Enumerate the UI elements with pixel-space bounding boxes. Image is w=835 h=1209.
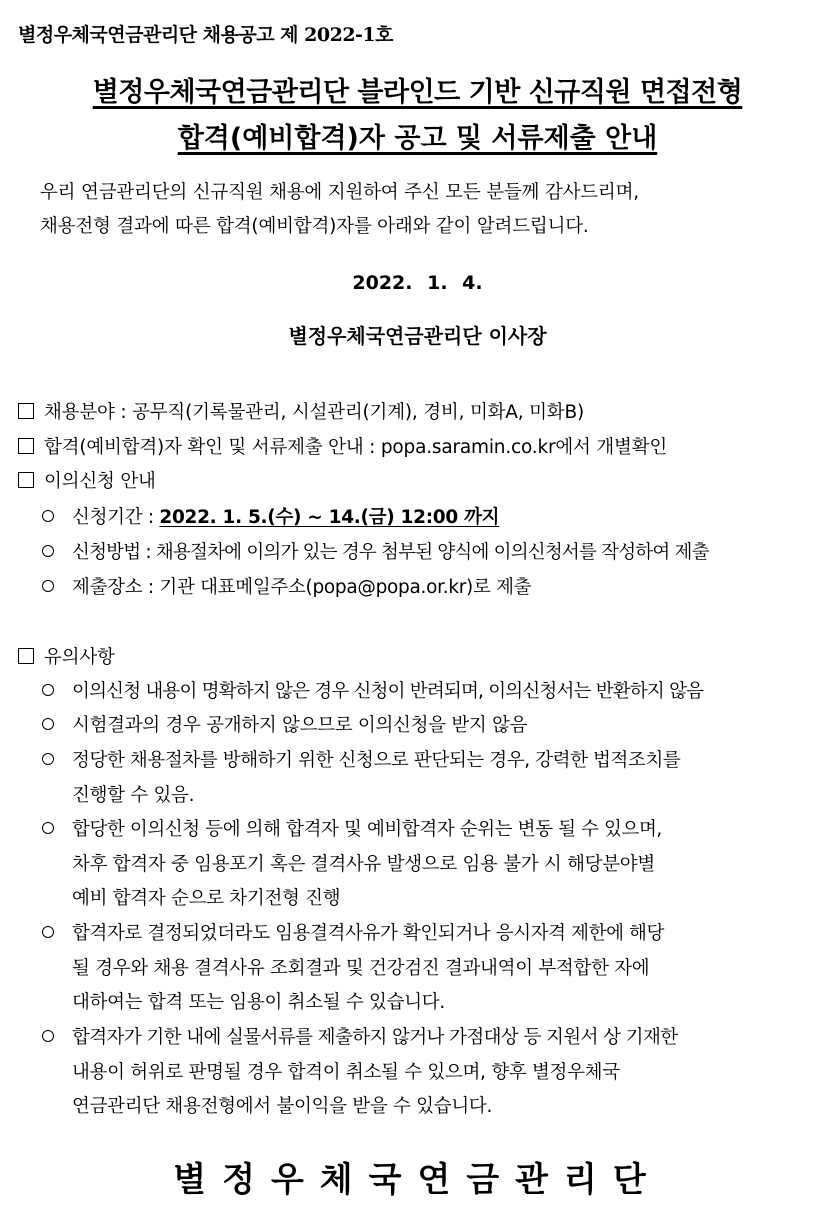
- note-3-cont: 진행할 수 있음.: [72, 785, 195, 806]
- notice-date: 2022. 1. 4.: [352, 272, 483, 294]
- section-appeal: 이의신청 안내: [18, 467, 156, 493]
- checkbox-square-icon: [18, 403, 34, 419]
- circle-bullet-icon: [42, 545, 54, 557]
- intro-line-2: 채용전형 결과에 따른 합격(예비합격)자를 아래와 같이 알려드립니다.: [40, 216, 589, 237]
- note-5-cont-1: 될 경우와 채용 결격사유 조회결과 및 건강검진 결과내역이 부적합한 자에: [72, 958, 650, 979]
- circle-bullet-icon: [42, 753, 54, 765]
- title-line-1: 별정우체국연금관리단 블라인드 기반 신규직원 면접전형: [92, 77, 743, 108]
- note-4-cont-1: 차후 합격자 중 임용포기 혹은 결격사유 발생으로 임용 불가 시 해당분야별: [72, 854, 655, 875]
- circle-bullet-icon: [42, 926, 54, 938]
- circle-bullet-icon: [42, 510, 54, 522]
- appeal-period-value: 2022. 1. 5.(수) ~ 14.(금) 12:00 까지: [159, 507, 500, 528]
- note-4-cont-2: 예비 합격자 순으로 차기전형 진행: [72, 888, 341, 909]
- circle-bullet-icon: [42, 684, 54, 696]
- note-5-cont-2: 대하여는 합격 또는 임용이 취소될 수 있습니다.: [72, 992, 445, 1013]
- note-6-cont-2: 연금관리단 채용전형에서 불이익을 받을 수 있습니다.: [72, 1096, 493, 1117]
- checkbox-square-icon: [18, 438, 34, 454]
- note-6-cont-1: 내용이 허위로 판명될 경우 합격이 취소될 수 있으며, 향후 별정우체국: [72, 1062, 620, 1083]
- checkbox-square-icon: [18, 648, 34, 664]
- checkbox-square-icon: [18, 472, 34, 488]
- section-notes: 유의사항: [18, 643, 115, 669]
- footer-organization: 별정우체국연금관리단: [173, 1160, 662, 1200]
- section-field: 채용분야 : 공무직(기록물관리, 시설관리(기계), 경비, 미화A, 미화B): [18, 398, 584, 424]
- circle-bullet-icon: [42, 1030, 54, 1042]
- intro-line-1: 우리 연금관리단의 신규직원 채용에 지원하여 주신 모든 분들께 감사드리며,: [40, 182, 639, 203]
- title-line-2: 합격(예비합격)자 공고 및 서류제출 안내: [177, 123, 658, 154]
- circle-bullet-icon: [42, 822, 54, 834]
- signer: 별정우체국연금관리단 이사장: [288, 324, 547, 348]
- notice-number: 별정우체국연금관리단 채용공고 제 2022-1호: [18, 24, 393, 46]
- circle-bullet-icon: [42, 580, 54, 592]
- section-result: 합격(예비합격)자 확인 및 서류제출 안내 : popa.saramin.co.kr에서 개별확인: [18, 433, 667, 459]
- circle-bullet-icon: [42, 718, 54, 730]
